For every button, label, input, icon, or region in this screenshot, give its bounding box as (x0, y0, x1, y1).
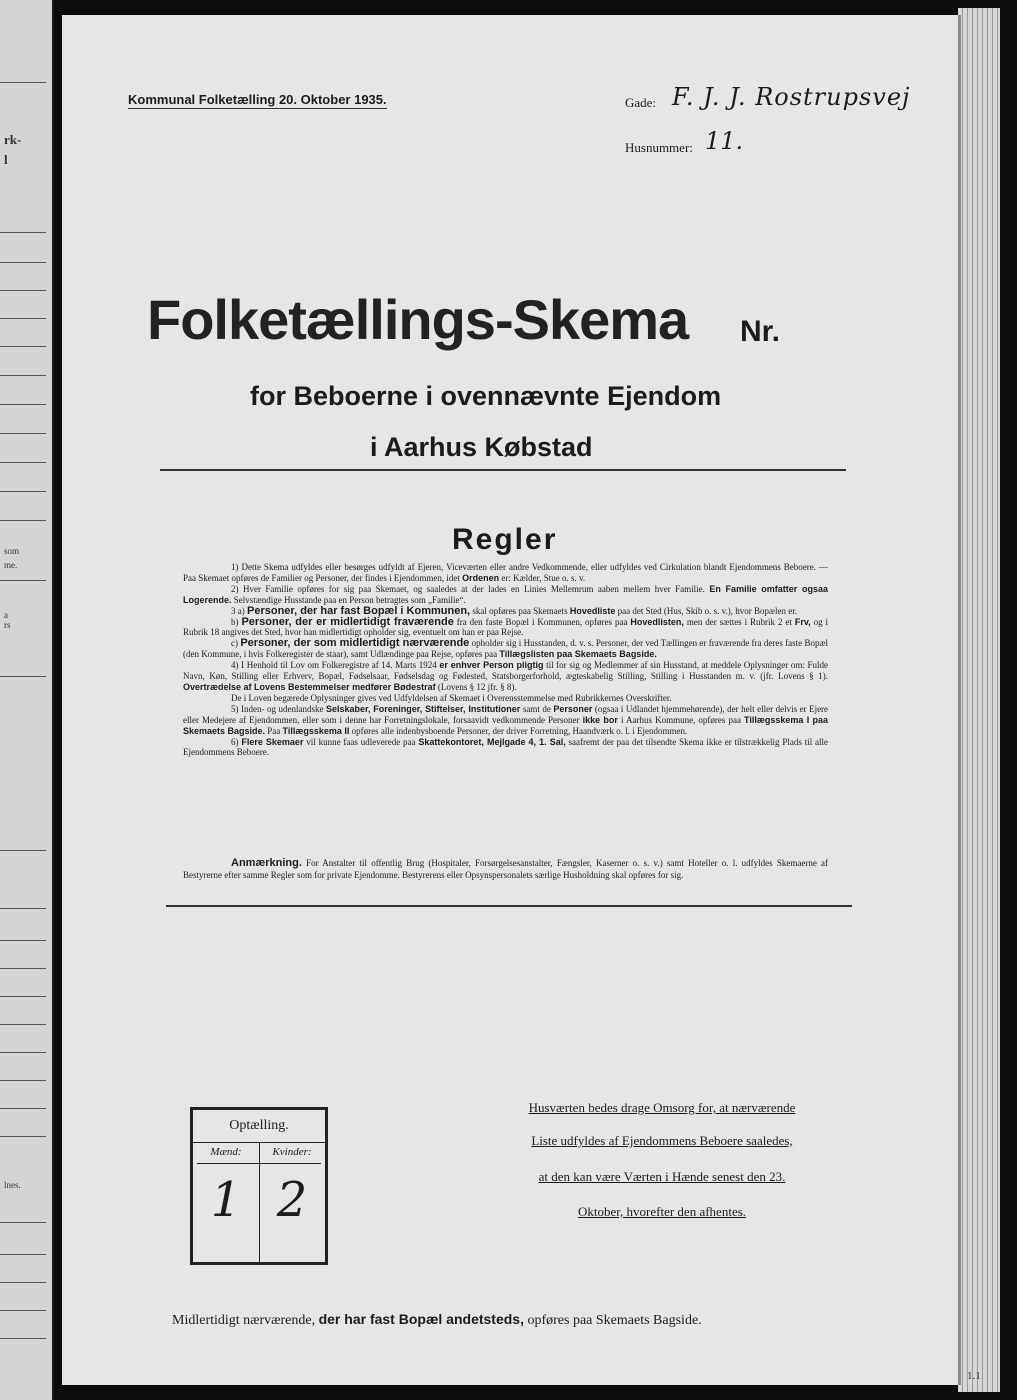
census-header: Kommunal Folketælling 20. Oktober 1935. (128, 92, 387, 107)
men-column-label: Mænd: (210, 1146, 242, 1158)
notice-text: Oktober, hvorefter den afhentes. (577, 1204, 747, 1219)
rule-text: Selvstændige Husstande paa en Person betragtes som „Familie“. (233, 594, 466, 605)
left-rule (0, 232, 46, 233)
column-separator (259, 1143, 260, 1262)
form-municipality: i Aarhus Købstad (370, 432, 593, 462)
rule-text: 2) Hver Familie opføres for sig paa Skemaet, og saaledes at der lades en Linies Mellemrum aaben mellem hver Familie. (231, 583, 705, 594)
left-rule (0, 346, 46, 347)
women-count-handwritten: 2 (276, 1172, 308, 1228)
form-number-label: Nr. (740, 315, 781, 348)
left-rule (0, 462, 46, 463)
left-rule (0, 404, 46, 405)
street-value-handwritten: F. J. J. Rostrupsvej (672, 83, 911, 111)
rule-text: 5) Inden- og udenlandske (231, 703, 324, 714)
left-rule (0, 290, 46, 291)
footer-instruction (172, 1311, 702, 1329)
rule-5 (183, 704, 828, 737)
rule-emphasis: Skattekontoret, Mejlgade 4, 1. Sal, (418, 736, 566, 747)
rule-emphasis: Tillægslisten paa Skemaets Bagside. (499, 649, 657, 660)
rule-text: (ogsaa i Udlandet hjemmehørende), der helt eller delvis er Ejere eller Medejere af Ejendommen, eller som i denne har Forretningslokale, forsaavidt vedkommende Personer (183, 703, 829, 725)
count-title: Optælling. (193, 1110, 325, 1143)
left-rule (0, 1080, 46, 1081)
rule-text: og i Rubrik 18 angives det Sted, hvor han midlertidigt opholder sig, eventuelt om han er paa Rejse. (183, 616, 829, 638)
rule-text: til for sig og Medlemmer af sin Husstand, at meddele Oplysninger om: Fulde Navn, Køn, Stilling eller Erhverv, Bopæl, Fødselsaar, Fødselsdag og Fødested, Statsborgerforhold, ægteskabelig Stilling, Stilling i Husstanden m. v. (jfr. Lovens § 1). (183, 660, 829, 682)
left-rule (0, 82, 46, 83)
rule-text: opholder sig i Husstanden, d. v. s. Personer, der ved Tællingen er fraværende fra deres faste Bopæl (den Kommune, i hvis Folkeregister de staar), samt Udlændinge paa Rejse, opføres paa (183, 638, 829, 660)
rule-emphasis: Personer (553, 703, 593, 714)
rule-text: De i Loven begærede Oplysninger gives ved Udfyldelsen af Skemaet i Overensstemmelse med Rubrikkernes Overskrifter. (231, 692, 672, 703)
left-fragment: a (4, 610, 8, 620)
footer-text: opføres paa Skemaets Bagside. (527, 1313, 702, 1328)
notice-text: Liste udfyldes af Ejendommens Beboere saaledes, (531, 1133, 793, 1148)
rule-text: saafremt der paa det tilsendte Skema ikke er tilstrækkelig Plads til alle Ejendommens Beboere. (183, 736, 829, 758)
rule-emphasis: Personer, der er midlertidigt fraværende (241, 615, 454, 628)
rule-text: Paa (267, 725, 281, 736)
left-rule (0, 908, 46, 909)
women-column-label: Kvinder: (272, 1146, 312, 1158)
left-rule (0, 433, 46, 434)
page-stack-edges (958, 8, 1000, 1392)
left-rule (0, 262, 46, 263)
rule-text: er: Kælder, Stue o. s. v. (501, 572, 586, 583)
left-fragment: rk- (4, 132, 22, 147)
left-rule (0, 1024, 46, 1025)
left-fragment: rs (4, 620, 11, 630)
form-subtitle: for Beboerne i ovennævnte Ejendom (250, 381, 722, 411)
left-rule (0, 940, 46, 941)
left-fragment: l (4, 152, 8, 167)
rule-2 (183, 584, 828, 606)
rule-emphasis: Flere Skemaer (241, 736, 304, 747)
men-count-handwritten: 1 (210, 1172, 242, 1228)
rule-text: b) (231, 616, 239, 627)
notice-text: at den kan være Værten i Hænde senest den 23. (538, 1169, 786, 1184)
rule-text: opføres alle indenbysboende Personer, der driver Forretning, Haandværk o. l. i Ejendommen. (351, 725, 688, 736)
left-rule (0, 676, 46, 677)
footer-text: Midlertidigt nærværende, (172, 1313, 316, 1328)
house-number-value-handwritten: 11. (705, 127, 744, 155)
rule-text: fra den faste Bopæl i Kommunen, opføres paa (456, 616, 628, 627)
rule-text: vil kunne faas udleverede paa (306, 736, 416, 747)
census-form-page (62, 15, 981, 1385)
note-heading: Anmærkning. (231, 857, 302, 869)
count-box (190, 1107, 328, 1265)
form-title: Folketællings-Skema (147, 288, 689, 351)
rule-emphasis: Ordenen (462, 572, 500, 583)
rule-text: 3 a) (231, 605, 245, 616)
left-page-edge (0, 0, 54, 1400)
left-rule (0, 968, 46, 969)
rule-emphasis: Selskaber, Foreninger, Stiftelser, Institutioner (326, 703, 521, 714)
left-rule (0, 520, 46, 521)
rule-text: samt de (522, 703, 551, 714)
rule-emphasis: Hovedliste (569, 605, 616, 616)
rule-emphasis: Personer, der som midlertidigt nærværende (240, 637, 470, 650)
note-block (183, 857, 828, 881)
rule-text: skal opføres paa Skemaets (472, 605, 568, 616)
left-fragment: som (4, 546, 20, 556)
left-rule (0, 1136, 46, 1137)
left-rule (0, 1282, 46, 1283)
rule-emphasis: Overtrædelse af Lovens Bestemmelser medfører Bødestraf (183, 681, 436, 692)
rule-emphasis: En Familie omfatter ogsaa Logerende. (183, 583, 828, 605)
corner-mark: 1.1 (967, 1370, 981, 1382)
rule-text: 4) I Henhold til Lov om Folkeregistre af 14. Marts 1924 (231, 660, 437, 671)
rule-text: i Aarhus Kommune, opføres paa (621, 714, 741, 725)
divider-bottom (166, 905, 852, 907)
left-rule (0, 580, 46, 581)
rule-text: paa det Sted (Hus, Skib o. s. v.), hvor Bopælen er. (617, 605, 798, 616)
rule-3c (183, 638, 828, 660)
left-rule (0, 1310, 46, 1311)
rule-text: 1) Dette Skema udfyldes eller besørges udfyldt af Ejeren, Viceværten eller andre Vedkommende, eller udfyldes ved Cirkulation blandt Ejendommens Beboere. — Paa Skemaet opføres de Familier og Personer, der findes i Ejendommen, idet (183, 562, 828, 583)
note-text: For Anstalter til offentlig Brug (Hospitaler, Forsørgelsesanstalter, Fængsler, Kaserner o. s. v.) samt Hoteller o. l. udfyldes Skemaerne af Bestyrerne efter samme Regler som for private Ejendomme. Bestyrerens eller Opsynspersonalets særlige Husholdning skal opføres for sig. (183, 858, 829, 880)
rule-emphasis: ikke bor (582, 714, 618, 725)
rule-emphasis: Hovedlisten, (630, 616, 684, 627)
left-rule (0, 491, 46, 492)
divider-top (160, 469, 846, 471)
rules-heading: Regler (452, 523, 558, 556)
notice-line-2 (495, 1133, 829, 1149)
rule-text: 6) (231, 736, 239, 747)
left-fragment: lnes. (4, 1180, 21, 1190)
footer-emphasis: der har fast Bopæl andetsteds, (318, 1311, 524, 1327)
rule-emphasis: er enhver Person pligtig (439, 660, 544, 671)
left-rule (0, 996, 46, 997)
rule-emphasis: Frv, (794, 616, 811, 627)
left-rule (0, 1108, 46, 1109)
rule-3b (183, 617, 828, 639)
street-label: Gade: (625, 95, 657, 110)
rule-1 (183, 562, 828, 584)
left-rule (0, 1222, 46, 1223)
header-underline (197, 1163, 321, 1164)
notice-text: Husværten bedes drage Omsorg for, at nærværende (528, 1100, 796, 1115)
left-rule (0, 375, 46, 376)
notice-line-4 (495, 1204, 829, 1220)
rule-text: (Lovens § 12 jfr. § 8). (437, 681, 517, 692)
notice-line-1 (495, 1100, 829, 1116)
rule-4 (183, 660, 828, 693)
left-fragment: me. (4, 560, 18, 570)
rule-text: men der sættes i Rubrik 2 et (686, 616, 792, 627)
house-number-label: Husnummer: (625, 140, 693, 155)
left-rule (0, 1338, 46, 1339)
left-rule (0, 1052, 46, 1053)
rule-emphasis: Tillægsskema I paa Skemaets Bagside. (183, 714, 829, 736)
rule-6 (183, 737, 828, 759)
left-rule (0, 318, 46, 319)
rules-text (183, 562, 828, 758)
rule-emphasis: Personer, der har fast Bopæl i Kommunen, (247, 604, 471, 617)
rule-4-note (183, 693, 828, 704)
rule-text: c) (231, 638, 238, 649)
left-rule (0, 1254, 46, 1255)
left-rule (0, 850, 46, 851)
rule-emphasis: Tillægsskema II (282, 725, 350, 736)
notice-line-3 (495, 1169, 829, 1185)
